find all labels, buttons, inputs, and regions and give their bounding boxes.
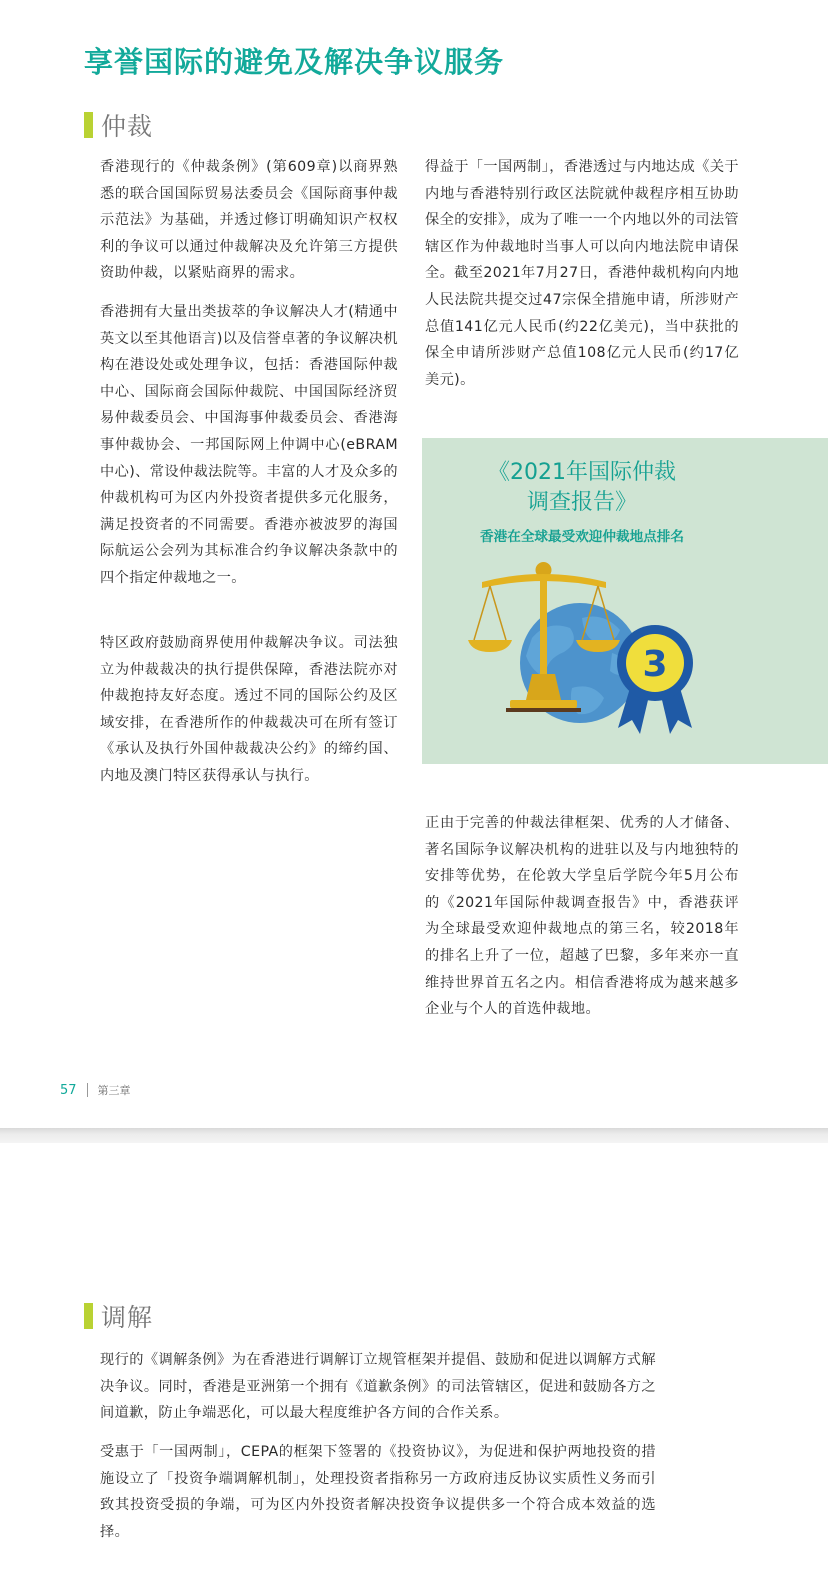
paragraph: 正由于完善的仲裁法律框架、优秀的人才储备、著名国际争议解决机构的进驻以及与内地独特的安排等优势，在伦敦大学皇后学院今年5月公布的《2021年国际仲裁调查报告》中，香港获评为全球最受欢迎仲裁地点的第三名，较2018年的排名上升了一位，超越了巴黎，多年来亦一直维持世界首五名之内。相信香港将成为越来越多企业与个人的首选仲裁地。 [425, 815, 739, 1018]
section-heading-arbitration [84, 107, 153, 143]
page-number: 57 [60, 1082, 77, 1098]
section-marker [84, 1303, 93, 1329]
infographic-subtitle: 香港在全球最受欢迎仲裁地点排名 [480, 529, 684, 545]
section-title: 仲裁 [101, 112, 154, 141]
page-footer [60, 1082, 131, 1098]
scale-globe-illustration [462, 558, 722, 738]
page-divider [0, 1128, 828, 1143]
section-marker [84, 112, 93, 138]
page-58 [0, 1143, 828, 1579]
page-title: 享誉国际的避免及解决争议服务 [84, 45, 505, 79]
paragraph: 现行的《调解条例》为在香港进行调解订立规管框架并提倡、鼓励和促进以调解方式解决争议。同时，香港是亚洲第一个拥有《道歉条例》的司法管辖区，促进和鼓励各方之间道歉，防止争端恶化，可以最大程度维护各方间的合作关系。 [100, 1352, 656, 1422]
footer-divider [87, 1083, 88, 1097]
section-heading-mediation [84, 1298, 153, 1334]
section-title: 调解 [101, 1303, 154, 1332]
infographic-title: 《2021年国际仲裁 调查报告》 [488, 460, 676, 515]
survey-infographic [422, 438, 828, 764]
paragraph: 特区政府鼓励商界使用仲裁解决争议。司法独立为仲裁裁决的执行提供保障，香港法院亦对仲裁抱持友好态度。透过不同的国际公约及区域安排，在香港所作的仲裁裁决可在所有签订《承认及执行外国仲裁裁决公约》的缔约国、内地及澳门特区获得承认与执行。 [100, 635, 398, 784]
paragraph: 得益于「一国两制」，香港透过与内地达成《关于内地与香港特别行政区法院就仲裁程序相互协助保全的安排》，成为了唯一一个内地以外的司法管辖区作为仲裁地时当事人可以向内地法院申请保全。截至2021年7月27日，香港仲裁机构向内地人民法院共提交过47宗保全措施申请，所涉财产总值141亿元人民币(约22亿美元)，当中获批的保全申请所涉财产总值108亿元人民币(约17亿美元)。 [425, 159, 739, 388]
paragraph: 受惠于「一国两制」，CEPA的框架下签署的《投资协议》，为促进和保护两地投资的措施设立了「投资争端调解机制」，处理投资者指称另一方政府违反协议实质性义务而引致其投资受损的争端，可为区内外投资者解决投资争议提供多一个符合成本效益的选择。 [100, 1444, 656, 1540]
paragraph: 香港拥有大量出类拔萃的争议解决人才(精通中英文以至其他语言)以及信誉卓著的争议解决机构在港设处或处理争议，包括：香港国际仲裁中心、国际商会国际仲裁院、中国国际经济贸易仲裁委员会、中国海事仲裁委员会、香港海事仲裁协会、一邦国际网上仲调中心(eBRAM中心)、常设仲裁法院等。丰富的人才及众多的仲裁机构可为区内外投资者提供多元化服务，满足投资者的不同需要。香港亦被波罗的海国际航运公会列为其标准合约争议解决条款中的四个指定仲裁地之一。 [100, 304, 398, 586]
rank-number: 3 [642, 644, 668, 685]
chapter-label: 第三章 [97, 1084, 131, 1097]
rank-badge-icon [617, 625, 693, 734]
paragraph: 香港现行的《仲裁条例》(第609章)以商界熟悉的联合国国际贸易法委员会《国际商事仲裁示范法》为基础，并透过修订明确知识产权权利的争议可以通过仲裁解决及允许第三方提供资助仲裁，以紧贴商界的需求。 [100, 159, 398, 282]
